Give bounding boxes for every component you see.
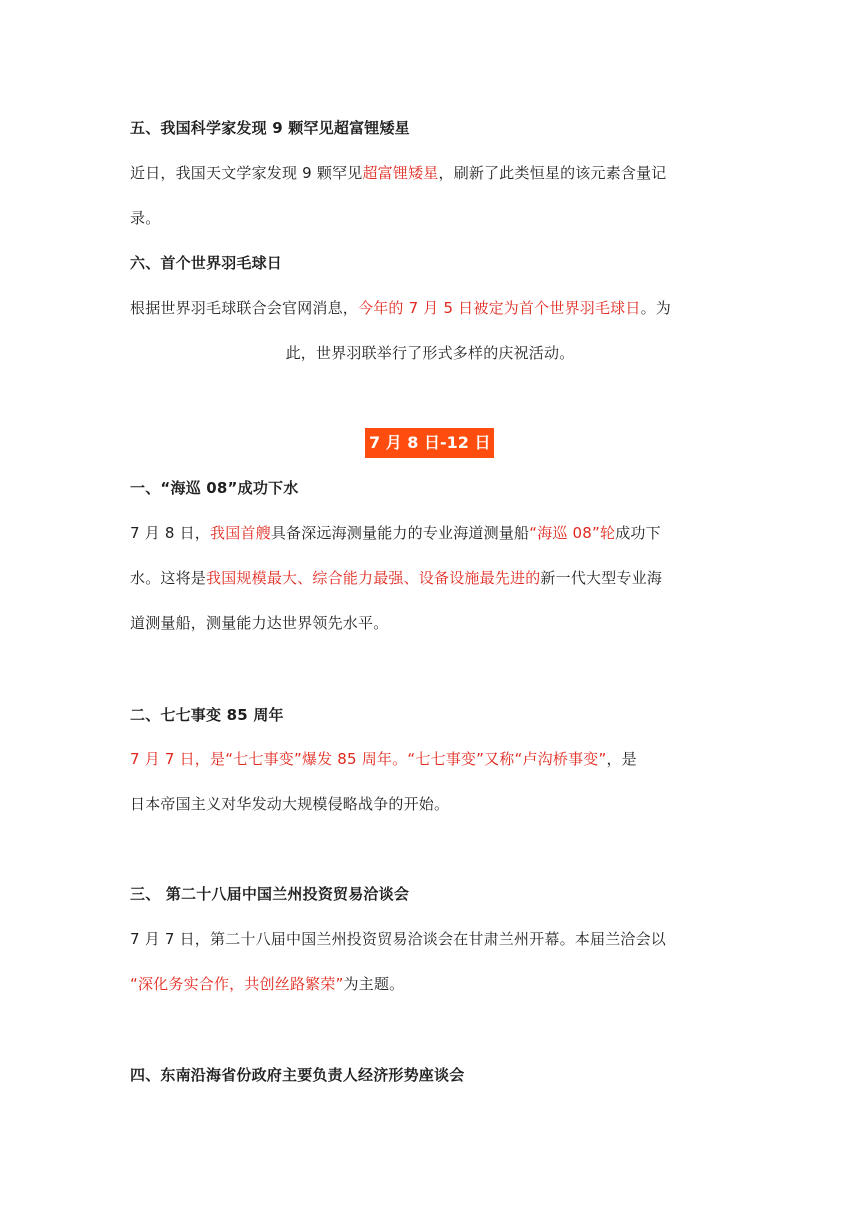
item-4-heading: 四、东南沿海省份政府主要负责人经济形势座谈会 — [130, 1066, 465, 1084]
section-5-paragraph-line-2: 录。 — [130, 209, 161, 227]
text-run: 近日，我国天文学家发现 9 颗罕见 — [130, 164, 363, 182]
item-3-paragraph-line-1: 7 月 7 日，第二十八届中国兰州投资贸易洽谈会在甘肃兰州开幕。本届兰洽会以 — [130, 930, 666, 948]
text-run: ，是 — [606, 750, 637, 768]
section-5-heading: 五、我国科学家发现 9 颗罕见超富锂矮星 — [130, 119, 410, 137]
text-run: 水。这将是 — [130, 569, 207, 587]
text-run: 成功下 — [615, 524, 661, 542]
highlight-text: 我国首艘 — [210, 524, 271, 542]
text-run: 为主题。 — [343, 975, 405, 993]
section-6-paragraph-line-2: 此，世界羽联举行了形式多样的庆祝活动。 — [285, 344, 575, 362]
section-6-heading: 六、首个世界羽毛球日 — [130, 254, 283, 272]
item-1-heading: 一、“海巡 08”成功下水 — [130, 479, 299, 497]
text-run: 7 月 8 日， — [130, 524, 210, 542]
text-run: ，刷新了此类恒星的该元素含量记 — [438, 164, 667, 182]
highlight-text: 今年的 7 月 5 日被定为首个世界羽毛球日 — [358, 299, 641, 317]
text-run: 新一代大型专业海 — [540, 569, 663, 587]
highlight-text: “深化务实合作，共创丝路繁荣” — [130, 975, 344, 993]
item-2-paragraph-line-1 — [130, 748, 730, 770]
highlight-text: 7 月 7 日，是“七七事变”爆发 85 周年。“七七事变”又称“卢沟桥事变” — [130, 750, 607, 768]
highlight-text: 我国规模最大、综合能力最强、设备设施最先进的 — [206, 569, 541, 587]
item-3-paragraph-line-2 — [130, 973, 730, 995]
item-1-paragraph-line-1 — [130, 522, 730, 544]
item-2-heading: 二、七七事变 85 周年 — [130, 706, 284, 724]
section-5-paragraph-line-1 — [130, 162, 730, 184]
highlight-text: “海巡 08”轮 — [529, 524, 616, 542]
text-run: 。为 — [640, 299, 671, 317]
highlight-text: 超富锂矮星 — [362, 164, 439, 182]
date-range-badge: 7 月 8 日-12 日 — [365, 428, 494, 458]
item-2-paragraph-line-2: 日本帝国主义对华发动大规模侵略战争的开始。 — [130, 795, 450, 813]
item-1-paragraph-line-3: 道测量船，测量能力达世界领先水平。 — [130, 614, 389, 632]
item-3-heading: 三、 第二十八届中国兰州投资贸易洽谈会 — [130, 885, 410, 903]
section-6-paragraph-line-1 — [130, 297, 730, 319]
text-run: 具备深远海测量能力的专业海道测量船 — [270, 524, 530, 542]
item-1-paragraph-line-2 — [130, 567, 730, 589]
text-run: 根据世界羽毛球联合会官网消息， — [130, 299, 359, 317]
